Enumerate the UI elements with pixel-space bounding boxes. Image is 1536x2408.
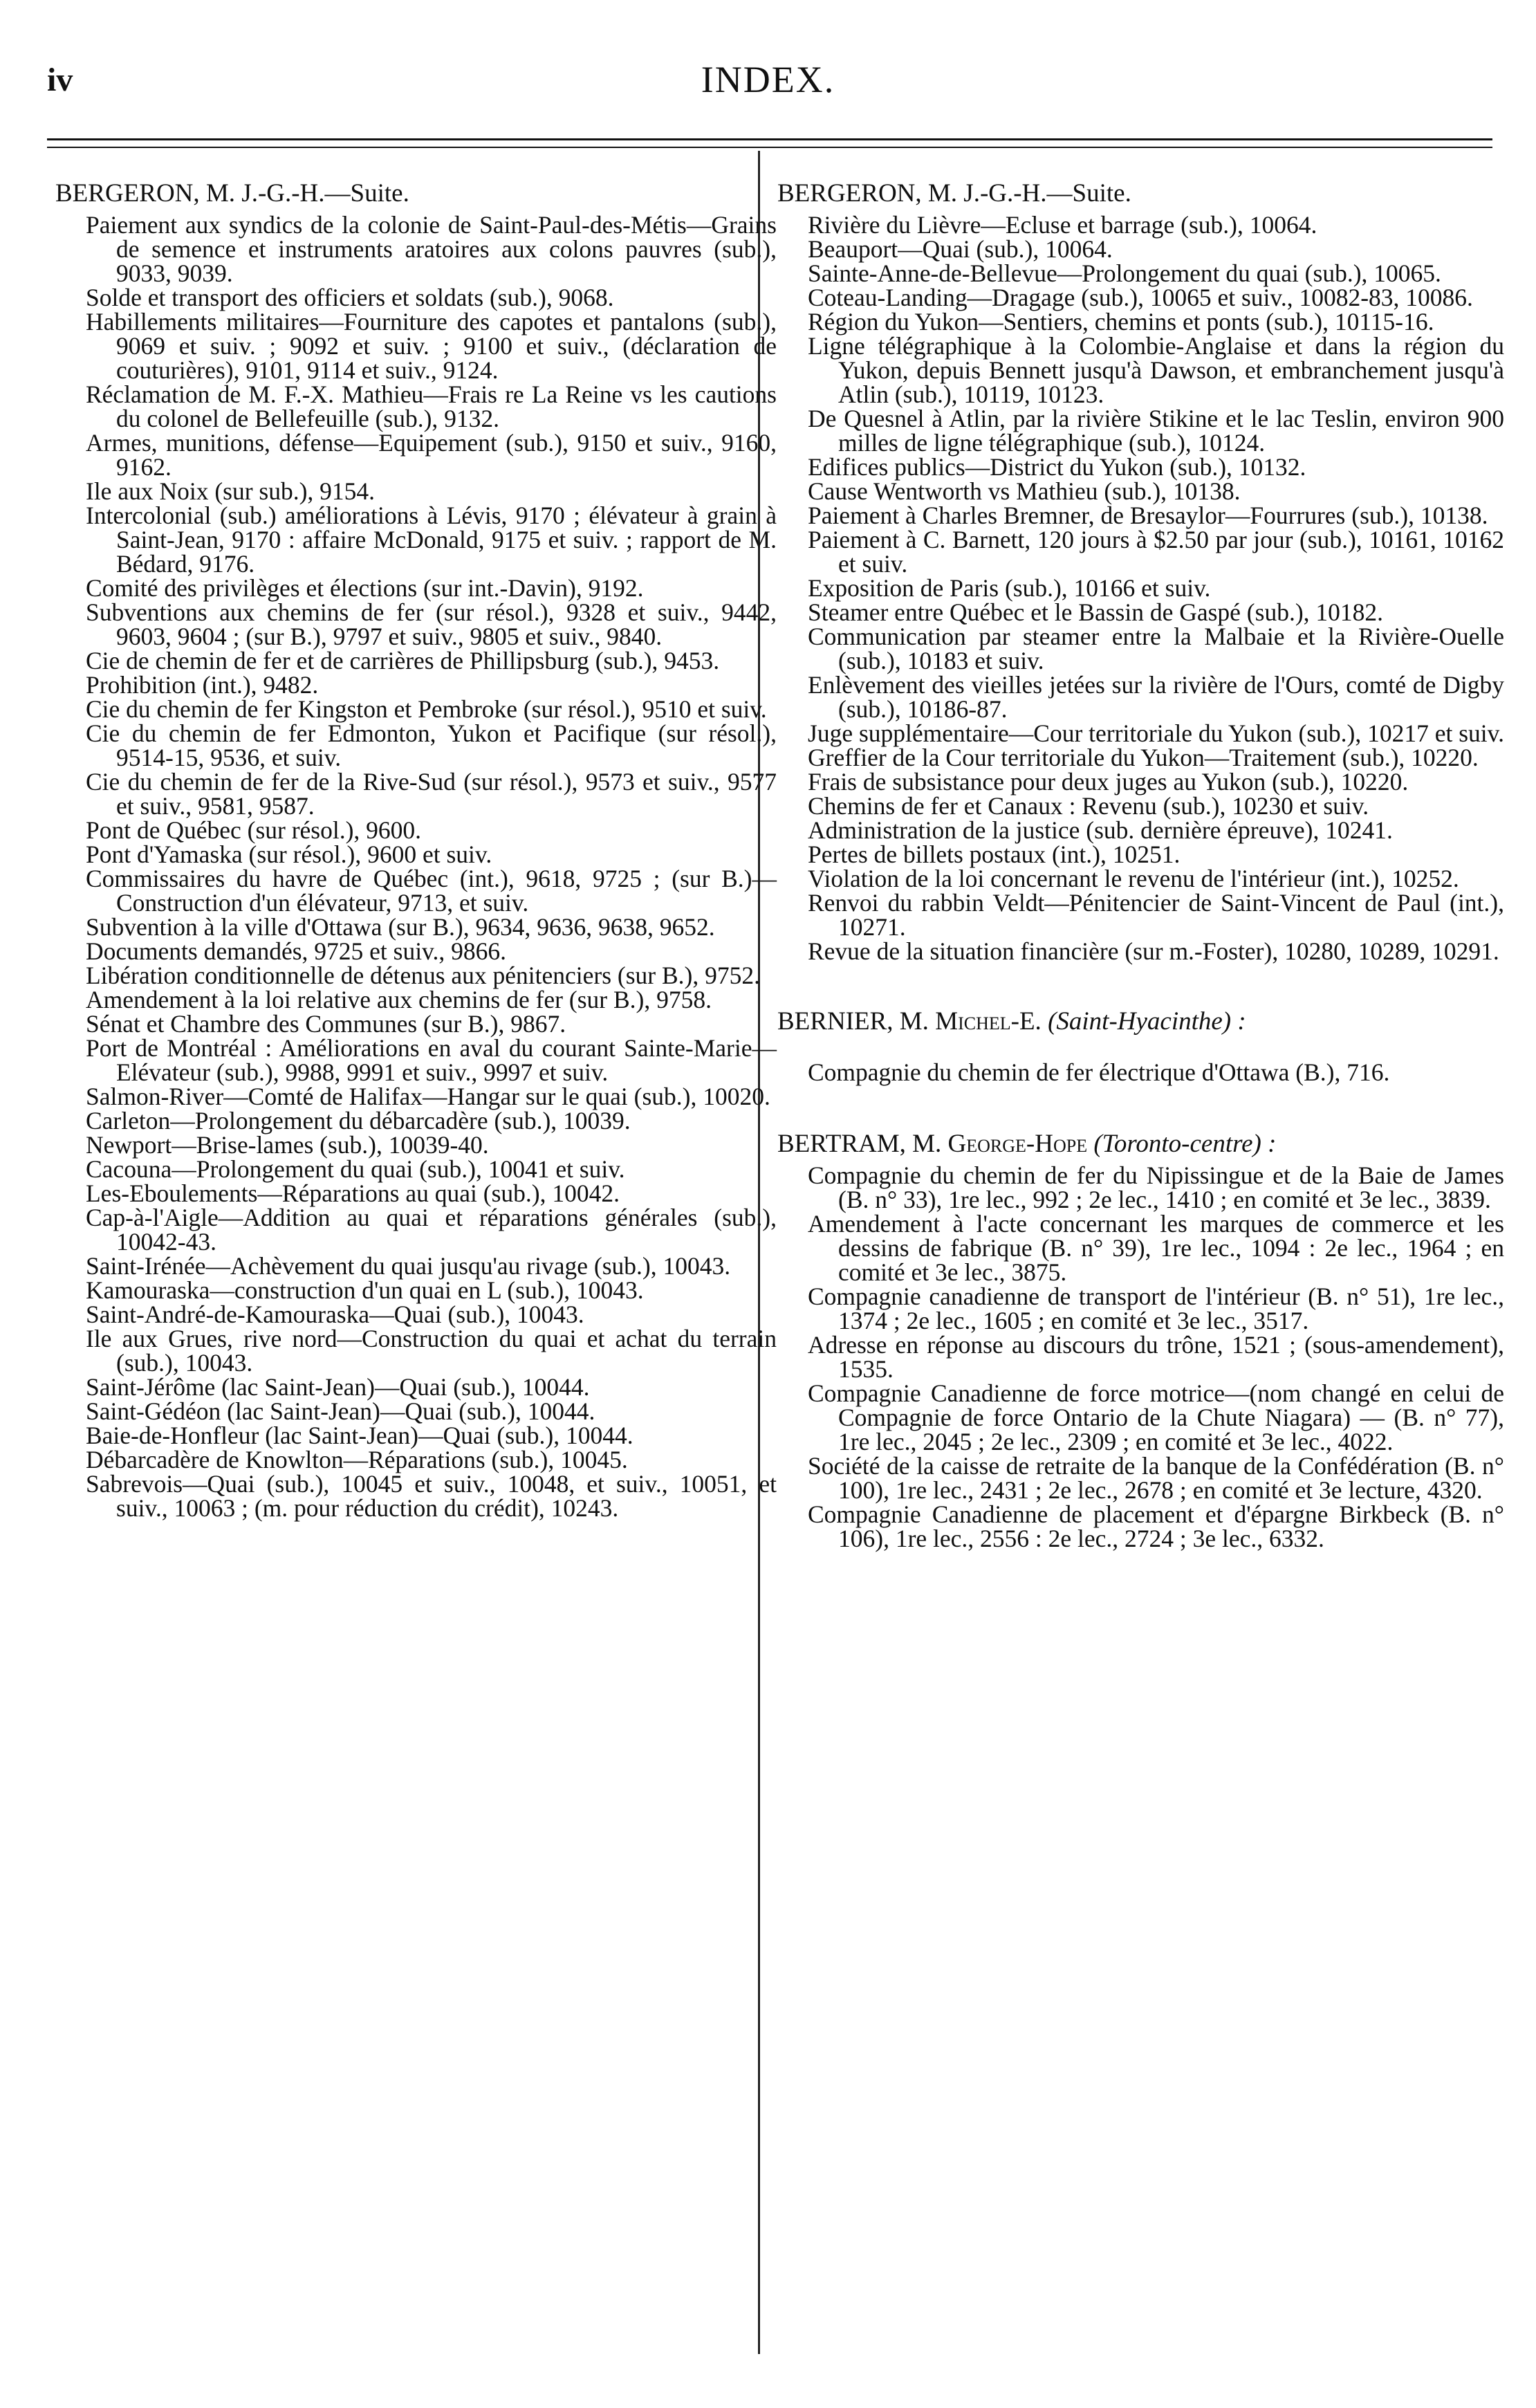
index-entry: Documents demandés, 9725 et suiv., 9866. <box>86 937 507 965</box>
index-entry: Pont de Québec (sur résol.), 9600. <box>86 816 422 844</box>
index-entry: Commissaires du havre de Québec (int.), 9618, 9725 ; (sur B.)—Construction d'un élévateur, 9713, et suiv. <box>86 865 777 917</box>
index-entry: Solde et transport des officiers et soldats (sub.), 9068. <box>86 284 614 311</box>
entry-heading-bertram <box>777 1129 1476 1159</box>
header-rule <box>47 138 1492 140</box>
index-entry: Frais de subsistance pour deux juges au Yukon (sub.), 10220. <box>808 768 1409 796</box>
index-entry: Steamer entre Québec et le Bassin de Gaspé (sub.), 10182. <box>808 598 1384 626</box>
right-column <box>777 178 1504 1552</box>
index-entry: Edifices publics—District du Yukon (sub.), 10132. <box>808 453 1306 481</box>
entry-heading-bergeron-cont: BERGERON, M. J.-G.-H.—Suite. <box>777 179 1131 208</box>
index-entry: Revue de la situation financière (sur m.-Foster), 10280, 10289, 10291. <box>808 937 1499 965</box>
index-entry: Paiement à Charles Bremner, de Bresaylor—Fourrures (sub.), 10138. <box>808 502 1488 529</box>
index-entry: Compagnie du chemin de fer électrique d'Ottawa (B.), 716. <box>808 1058 1390 1086</box>
index-entry: Exposition de Paris (sub.), 10166 et suiv. <box>808 574 1211 602</box>
index-entry: Compagnie du chemin de fer du Nipissingue et de la Baie de James (B. n° 33), 1re lec., 992 ; 2e lec., 1410 ; en comité et 3e lec., 3839. <box>808 1161 1504 1213</box>
index-entry: Kamouraska—construction d'un quai en L (sub.), 10043. <box>86 1276 644 1304</box>
index-entry: Libération conditionnelle de détenus aux pénitenciers (sur B.), 9752. <box>86 962 760 989</box>
index-entry: Paiement aux syndics de la colonie de Saint-Paul-des-Métis—Grains de semence et instruments aratoires aux colons pauvres (sub.), 9033, 9039. <box>86 211 777 287</box>
index-entry: Armes, munitions, défense—Equipement (sub.), 9150 et suiv., 9160, 9162. <box>86 429 777 481</box>
entry-heading-bergeron: BERGERON, M. J.-G.-H.—Suite. <box>55 179 409 208</box>
index-entry: Saint-André-de-Kamouraska—Quai (sub.), 10043. <box>86 1300 584 1328</box>
index-entry: Subvention à la ville d'Ottawa (sur B.), 9634, 9636, 9638, 9652. <box>86 913 715 941</box>
member-name: BERNIER, M. <box>777 1007 929 1036</box>
index-entry: Violation de la loi concernant le revenu de l'intérieur (int.), 10252. <box>808 865 1459 892</box>
index-entry: Carleton—Prolongement du débarcadère (sub.), 10039. <box>86 1107 631 1134</box>
index-entry: Pertes de billets postaux (int.), 10251. <box>808 840 1181 868</box>
index-entry: Cie du chemin de fer de la Rive-Sud (sur résol.), 9573 et suiv., 9577 et suiv., 9581, 9587. <box>86 768 777 820</box>
left-entries <box>55 211 777 1522</box>
index-entry: Amendement à l'acte concernant les marques de commerce et les dessins de fabrique (B. n° 39), 1re lec., 1094 : 2e lec., 1964 ; en comité et 3e lec., 3875. <box>808 1210 1504 1286</box>
member-name: BERTRAM, M. <box>777 1130 942 1158</box>
index-entry: Rivière du Lièvre—Ecluse et barrage (sub.), 10064. <box>808 211 1317 239</box>
page-number: iv <box>47 62 73 98</box>
member-riding: (Saint-Hyacinthe) : <box>1048 1007 1246 1036</box>
index-entry: Saint-Gédéon (lac Saint-Jean)—Quai (sub.), 10044. <box>86 1397 595 1425</box>
right-entries-bernier <box>777 1060 1476 1085</box>
index-entry: Cie du chemin de fer Edmonton, Yukon et Pacifique (sur résol.), 9514-15, 9536, et suiv. <box>86 719 777 771</box>
index-entry: Sabrevois—Quai (sub.), 10045 et suiv., 10048, et suiv., 10051, et suiv., 10063 ; (m. pour réduction du crédit), 10243. <box>86 1470 777 1522</box>
index-entry: Pont d'Yamaska (sur résol.), 9600 et suiv. <box>86 840 492 868</box>
index-entry: De Quesnel à Atlin, par la rivière Stikine et le lac Teslin, environ 900 milles de ligne télégraphique (sub.), 10124. <box>808 405 1504 457</box>
index-entry: Beauport—Quai (sub.), 10064. <box>808 235 1113 263</box>
index-entry: Salmon-River—Comté de Halifax—Hangar sur le quai (sub.), 10020. <box>86 1083 770 1110</box>
index-entry: Greffier de la Cour territoriale du Yukon—Traitement (sub.), 10220. <box>808 744 1479 771</box>
entry-heading-bernier <box>777 1007 1476 1037</box>
index-entry: Saint-Jérôme (lac Saint-Jean)—Quai (sub.), 10044. <box>86 1373 590 1401</box>
index-entry: Adresse en réponse au discours du trône, 1521 ; (sous-amendement), 1535. <box>808 1331 1504 1383</box>
index-entry: Intercolonial (sub.) améliorations à Lévis, 9170 ; élévateur à grain à Saint-Jean, 9170 : affaire McDonald, 9175 et suiv. ; rapport de M. Bédard, 9176. <box>86 502 777 578</box>
index-entry: Baie-de-Honfleur (lac Saint-Jean)—Quai (sub.), 10044. <box>86 1422 633 1449</box>
index-entry: Chemins de fer et Canaux : Revenu (sub.), 10230 et suiv. <box>808 792 1369 820</box>
index-entry: Société de la caisse de retraite de la banque de la Confédération (B. n° 100), 1re lec., 2431 ; 2e lec., 2678 ; en comité et 3e lecture, 4320. <box>808 1452 1504 1504</box>
index-entry: Compagnie canadienne de transport de l'intérieur (B. n° 51), 1re lec., 1374 ; 2e lec., 1605 ; en comité et 3e lec., 3517. <box>808 1283 1504 1334</box>
index-entry: Cap-à-l'Aigle—Addition au quai et réparations générales (sub.), 10042-43. <box>86 1204 777 1256</box>
index-entry: Débarcadère de Knowlton—Réparations (sub.), 10045. <box>86 1446 628 1473</box>
index-entry: Prohibition (int.), 9482. <box>86 671 319 699</box>
index-entry: Renvoi du rabbin Veldt—Pénitencier de Saint-Vincent de Paul (int.), 10271. <box>808 889 1504 941</box>
index-entry: Région du Yukon—Sentiers, chemins et ponts (sub.), 10115-16. <box>808 308 1434 336</box>
right-entries-bergeron <box>777 211 1504 965</box>
index-entry: Administration de la justice (sub. dernière épreuve), 10241. <box>808 816 1393 844</box>
index-entry: Cause Wentworth vs Mathieu (sub.), 10138. <box>808 477 1241 505</box>
index-entry: Enlèvement des vieilles jetées sur la rivière de l'Ours, comté de Digby (sub.), 10186-87. <box>808 671 1504 723</box>
index-entry: Newport—Brise-lames (sub.), 10039-40. <box>86 1131 489 1159</box>
index-entry: Juge supplémentaire—Cour territoriale du Yukon (sub.), 10217 et suiv. <box>808 719 1504 747</box>
index-entry: Compagnie Canadienne de placement et d'épargne Birkbeck (B. n° 106), 1re lec., 2556 : 2e lec., 2724 ; 3e lec., 6332. <box>808 1500 1504 1552</box>
index-entry: Comité des privilèges et élections (sur int.-Davin), 9192. <box>86 574 644 602</box>
index-entry: Cacouna—Prolongement du quai (sub.), 10041 et suiv. <box>86 1155 625 1183</box>
index-entry: Réclamation de M. F.-X. Mathieu—Frais re La Reine vs les cautions du colonel de Bellefeuille (sub.), 9132. <box>86 380 777 432</box>
member-given-name: Michel-E. <box>935 1007 1042 1036</box>
member-riding: (Toronto-centre) : <box>1093 1130 1277 1158</box>
header-rule-thin <box>47 147 1492 148</box>
index-entry: Ile aux Grues, rive nord—Construction du quai et achat du terrain (sub.), 10043. <box>86 1325 777 1377</box>
index-entry: Cie du chemin de fer Kingston et Pembroke (sur résol.), 9510 et suiv. <box>86 695 767 723</box>
right-entries-bertram <box>777 1161 1504 1552</box>
index-entry: Saint-Irénée—Achèvement du quai jusqu'au rivage (sub.), 10043. <box>86 1252 731 1280</box>
index-entry: Port de Montréal : Améliorations en aval du courant Sainte-Marie—Elévateur (sub.), 9988, 9991 et suiv., 9997 et suiv. <box>86 1034 777 1086</box>
index-entry: Paiement à C. Barnett, 120 jours à $2.50 par jour (sub.), 10161, 10162 et suiv. <box>808 526 1504 578</box>
index-entry: Communication par steamer entre la Malbaie et la Rivière-Ouelle (sub.), 10183 et suiv. <box>808 623 1504 674</box>
index-entry: Sainte-Anne-de-Bellevue—Prolongement du quai (sub.), 10065. <box>808 259 1441 287</box>
index-entry: Subventions aux chemins de fer (sur résol.), 9328 et suiv., 9442, 9603, 9604 ; (sur B.), 9797 et suiv., 9805 et suiv., 9840. <box>86 598 777 650</box>
index-entry: Ligne télégraphique à la Colombie-Anglaise et dans la région du Yukon, depuis Bennett jusqu'à Dawson, et embranchement jusqu'à Atlin (sub.), 10119, 10123. <box>808 332 1504 408</box>
index-entry: Habillements militaires—Fourniture des capotes et pantalons (sub.), 9069 et suiv. ; 9092 et suiv. ; 9100 et suiv., (déclaration de couturières), 9101, 9114 et suiv., 9124. <box>86 308 777 384</box>
index-entry: Les-Eboulements—Réparations au quai (sub.), 10042. <box>86 1179 620 1207</box>
page-title: INDEX. <box>701 59 835 100</box>
index-entry: Sénat et Chambre des Communes (sur B.), 9867. <box>86 1010 566 1038</box>
index-entry: Ile aux Noix (sur sub.), 9154. <box>86 477 376 505</box>
index-entry: Coteau-Landing—Dragage (sub.), 10065 et suiv., 10082-83, 10086. <box>808 284 1473 311</box>
member-given-name: George-Hope <box>947 1130 1088 1158</box>
left-column <box>55 178 777 1522</box>
index-entry: Amendement à la loi relative aux chemins de fer (sur B.), 9758. <box>86 986 712 1013</box>
index-entry: Cie de chemin de fer et de carrières de Phillipsburg (sub.), 9453. <box>86 647 720 674</box>
index-entry: Compagnie Canadienne de force motrice—(nom changé en celui de Compagnie de force Ontario de la Chute Niagara) — (B. n° 77), 1re lec., 2045 ; 2e lec., 2309 ; en comité et 3e lec., 4022. <box>808 1379 1504 1455</box>
